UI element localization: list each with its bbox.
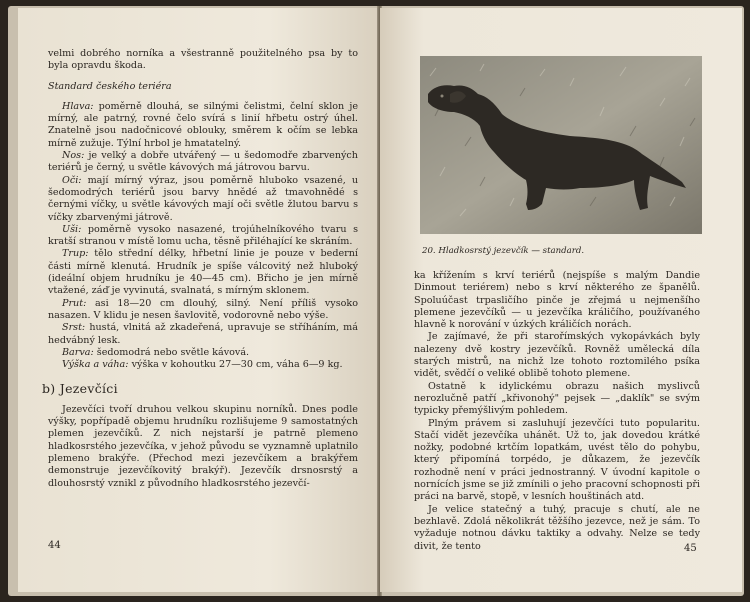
right-page-text (414, 270, 700, 553)
paragraph-label: Nos: (62, 150, 85, 162)
standard-paragraph (48, 175, 358, 224)
paragraph-text: hustá, vlnitá až zkadeřená, upravuje se stříháním, má hedvábný lesk. (48, 322, 358, 346)
standard-paragraph (48, 101, 358, 150)
section-title: b) Jezevčíci (42, 381, 118, 397)
standard-paragraph (48, 347, 358, 359)
paragraph-text: šedomodrá nebo světle kávová. (93, 346, 250, 358)
open-book (8, 6, 744, 596)
left-page (18, 8, 379, 592)
page-number-left: 44 (48, 540, 61, 551)
section-text: Jezevčíci tvoří druhou velkou skupinu norníků. Dnes podle výšky, popřípadě objemu hrudníku rozlišujeme 9 samostatných plemen jezevčíků. Z nich nejstarší je patrně plemeno hladkosrstého jezevčíka, v jehož původu se vyznamně uplatnilo plemeno brakýře. (Přechod mezi jezevčíkem a brakýřem demonstruje jezevčíkovitý brakýř). Jezevčík drsnosrstý a dlouhosrstý vznikl z původního hladkosrstého jezevčí- (48, 403, 358, 489)
right-paragraph: Plným právem si zasluhují jezevčíci tuto popularitu. Stačí vidět jezevčíka uhánět. Už to, jak dovedou krátké nožky, podobné krtčím lopatkám, uvést tělo do pohybu, který připomíná torpédo, je důkazem, že jezevčík rozhodně není v práci jednostranný. V úvodní kapitole o nornících jsme se již zmínili o jeho pracovní schopnosti při práci na barvě, stopě, v lesních houštinách atd. (414, 417, 700, 503)
paragraph-text: asi 18—20 cm dlouhý, silný. Není příliš vysoko nasazen. V klidu je nesen šavlovitě, vodorovně nebo výše. (48, 297, 358, 321)
paragraph-label: Barva: (62, 346, 94, 358)
standard-paragraph (48, 298, 358, 323)
paragraph-label: Prut: (62, 297, 87, 309)
paragraph-text: mají mírný výraz, jsou poměrně hluboko vsazené, u šedomodrých teriérů jsou barvy hnědé až tmavohnědé s černými víčky, u světle kávových mají oči světle žlutou barvu s víčky zbarvenými játrově. (48, 174, 358, 223)
standard-paragraph (48, 248, 358, 297)
photo-caption: 20. Hladkosrstý jezevčík — standard. (422, 246, 585, 256)
right-paragraph: Ostatně k idylickému obrazu našich myslivců nerozlučně patří „křivonohý" pejsek — „daklík" se svým typicky přemýšlivým pohledem. (414, 380, 700, 417)
right-page (380, 8, 742, 592)
page-number-right: 45 (684, 543, 697, 554)
left-page-continuation: velmi dobrého norníka a všestranně použitelného psa by to byla opravdu škoda. (48, 48, 358, 72)
paragraph-text: výška v kohoutku 27—30 cm, váha 6—9 kg. (128, 359, 343, 371)
paragraph-label: Uši: (62, 223, 82, 235)
dachshund-photo-icon (420, 56, 702, 234)
paragraph-label: Hlava: (62, 100, 94, 112)
paragraph-label: Oči: (62, 174, 82, 186)
standard-paragraph (48, 359, 358, 371)
standard-heading: Standard českého teriéra (48, 80, 172, 92)
standard-paragraphs (48, 101, 358, 372)
right-paragraph: ka křížením s krví teriérů (nejspíše s malým Dandie Dinmout teriérem) nebo s krví některého ze španělů. Spoluúčast trpasličího pinče je zřejmá u nejmenšího plemene jezevčíků — u jezevčíka králičího, používaného hlavně k norování v úzkých králičích norách. (414, 270, 700, 331)
paragraph-text: poměrně dlouhá, se silnými čelistmi, čelní sklon je mírný, ale patrný, rovné čelo svírá s linií hřbetu ostrý úhel. Znatelně jsou nadočnicové oblouky, směrem k očím se lebka mírně zužuje. Týlní hrbol je hmatatelný. (48, 100, 358, 149)
right-paragraph: Je zajímavé, že při starořímských vykopávkách byly nalezeny dvě kostry jezevčíků. Rovněž umělecká díla starých mistrů, na nichž lze tohoto roztomilého psíka vidět, svědčí o veliké oblibě tohoto plemene. (414, 331, 700, 380)
left-page-text (42, 48, 358, 490)
paragraph-text: je velký a dobře utvářený — u šedomodře zbarvených teriérů je černý, u světle kávových má játrovou barvu. (48, 150, 358, 174)
paragraph-text: poměrně vysoko nasazené, trojúhelníkového tvaru s kratší stranou v místě lomu ucha, těsně přiléhající ke skráním. (48, 223, 358, 248)
paragraph-label: Srst: (62, 322, 86, 334)
standard-paragraph (48, 322, 358, 347)
right-paragraph: Je velice statečný a tuhý, pracuje s chutí, ale ne bezhlavě. Zdolá několikrát těžšího jezevce, než je sám. To vyžaduje notnou dávku taktiky a odvahy. Nelze se tedy divit, že tento (414, 503, 700, 552)
dachshund-photo (420, 56, 702, 234)
paragraph-label: Trup: (62, 248, 89, 260)
paragraph-text: tělo střední délky, hřbetní linie je pouze v bederní části mírně klenutá. Hrudník je spíše válcovitý než hluboký (ideální objem hrudníku je 40—45 cm). Břicho je jen mírně vtažené, záď je vyvinutá, svalnatá, s mírným sklonem. (48, 248, 358, 297)
standard-paragraph (48, 150, 358, 175)
paragraph-label: Výška a váha: (62, 359, 129, 371)
standard-paragraph (48, 224, 358, 249)
